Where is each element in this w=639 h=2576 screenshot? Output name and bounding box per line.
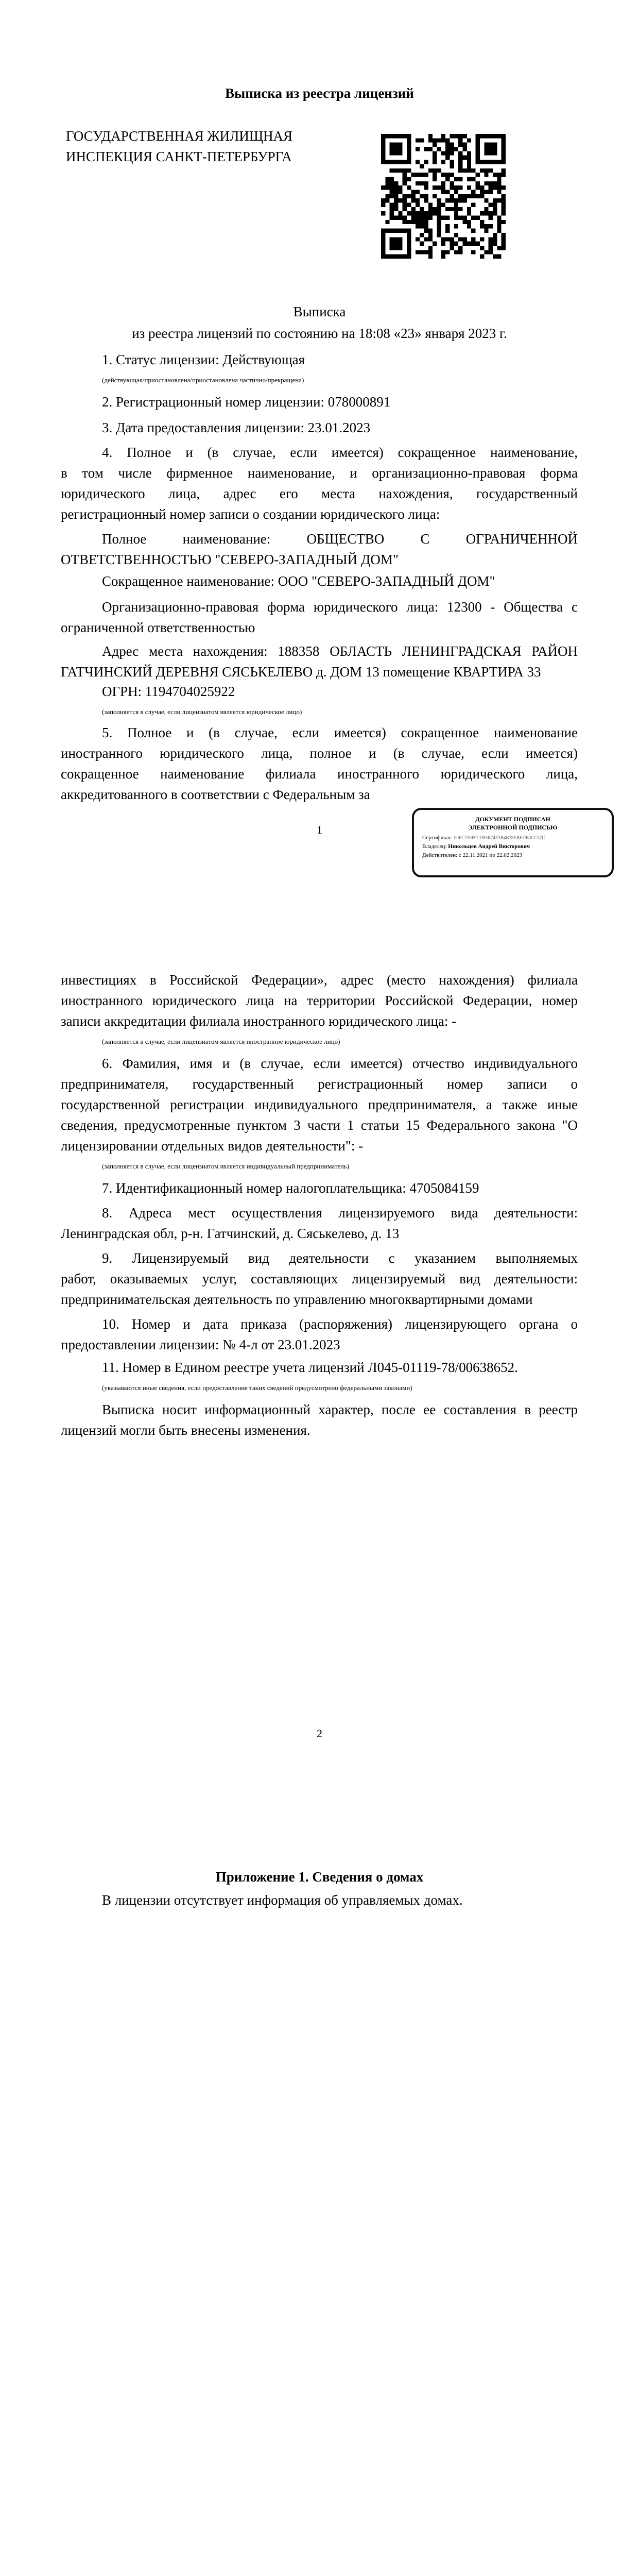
page-3: [0, 1807, 639, 2576]
item-10-line: 10. Номер и дата приказа (распоряжения) лицензирующего органа о: [102, 1316, 578, 1332]
document-header: Выписка из реестра лицензий: [225, 86, 414, 101]
item-5-line: иностранного юридического лица, полное и (в случае, если имеется): [61, 745, 578, 761]
item-6-line: лицензировании отдельных видов деятельности": -: [61, 1138, 364, 1154]
item-6-line: сведения, предусмотренные пунктом 3 части 1 статьи 15 Федерального закона "О: [61, 1117, 578, 1133]
item-11-note: (указываются иные сведения, если предоставление таких сведений предусмотрено федеральными законами): [102, 1384, 412, 1392]
item-4-line: 4. Полное и (в случае, если имеется) сокращенное наименование,: [102, 445, 578, 460]
legal-form-line: ограниченной ответственностью: [61, 620, 255, 635]
item-11-registry-number: 11. Номер в Едином реестре учета лицензий Л045-01119-78/00638652.: [102, 1360, 518, 1375]
legal-form-block: [61, 597, 578, 638]
item-6-line: 6. Фамилия, имя и (в случае, если имеется) отчество индивидуального: [102, 1056, 578, 1071]
full-name-line: ОТВЕТСТВЕННОСТЬЮ "СЕВЕРО-ЗАПАДНЫЙ ДОМ": [61, 552, 399, 567]
item-4-line: юридического лица, адрес его места нахождения, государственный: [61, 486, 578, 501]
qr-code: [381, 134, 506, 259]
item-2-reg-number: 2. Регистрационный номер лицензии: 078000891: [102, 394, 391, 410]
full-name-block: [61, 529, 578, 570]
item-10-line: предоставлении лицензии: № 4-л от 23.01.2023: [61, 1337, 340, 1352]
item-8-line: 8. Адреса мест осуществления лицензируемого вида деятельности:: [102, 1205, 578, 1221]
document-title: Выписка: [293, 304, 346, 319]
item-5-cont-line: иностранного юридического лица на территории Российской Федерации, номер: [61, 993, 578, 1008]
owner-name: Никольцев Андрей Викторович: [448, 843, 530, 850]
ogrn: ОГРН: 1194704025922: [102, 684, 235, 699]
stamp-certificate: [422, 834, 603, 842]
authority-line: ИНСПЕКЦИЯ САНКТ-ПЕТЕРБУРГА: [66, 149, 292, 164]
item-5-continuation: [61, 970, 578, 1031]
document-subtitle: из реестра лицензий по состоянию на 18:08 «23» января 2023 г.: [132, 326, 507, 341]
item-9-line: работ, оказываемых услуг, составляющих лицензируемый вид деятельности:: [61, 1271, 578, 1286]
item-5-note: (заполняется в случае, если лицензиатом является иностранное юридическое лицо): [102, 1038, 340, 1045]
short-name: Сокращенное наименование: ООО "СЕВЕРО-ЗАПАДНЫЙ ДОМ": [102, 573, 495, 589]
item-10-block: [61, 1314, 578, 1355]
full-name-line: Полное наименование: ОБЩЕСТВО С ОГРАНИЧЕННОЙ: [102, 531, 578, 547]
stamp-title: ЭЛЕКТРОННОЙ ПОДПИСЬЮ: [468, 824, 558, 831]
item-8-line: Ленинградская обл, р-н. Гатчинский, д. Сяськелево, д. 13: [61, 1226, 400, 1241]
address-line: ГАТЧИНСКИЙ ДЕРЕВНЯ СЯСЬКЕЛЕВО д. ДОМ 13 помещение КВАРТИРА 33: [61, 664, 541, 680]
cert-label: Сертификат:: [422, 835, 453, 841]
appendix-text: В лицензии отсутствует информация об управляемых домах.: [102, 1892, 463, 1908]
item-1-note: (действующая/приостановлена/приостановлена частично/прекращена): [102, 376, 304, 384]
item-9-line: предпринимательская деятельность по управлению многоквартирными домами: [61, 1292, 533, 1307]
item-1-status: 1. Статус лицензии: Действующая: [102, 352, 305, 367]
item-6-line: предпринимателя, государственный регистрационный номер записи о: [61, 1076, 578, 1092]
issuing-authority: [66, 126, 354, 167]
ogrn-note: (заполняется в случае, если лицензиатом является юридическое лицо): [102, 708, 302, 716]
legal-form-line: Организационно-правовая форма юридического лица: 12300 - Общества с: [102, 599, 578, 615]
final-note-line: лицензий могли быть внесены изменения.: [61, 1422, 310, 1438]
item-7-inn: 7. Идентификационный номер налогоплательщика: 4705084159: [102, 1180, 479, 1196]
e-signature-stamp: [412, 808, 614, 877]
page-number: 1: [317, 823, 322, 836]
page-number: 2: [317, 1727, 322, 1740]
item-4-line: регистрационный номер записи о создании юридического лица:: [61, 506, 440, 522]
item-5-line: 5. Полное и (в случае, если имеется) сокращенное наименование: [102, 725, 578, 740]
item-9-line: 9. Лицензируемый вид деятельности с указанием выполняемых: [102, 1250, 578, 1266]
item-4-block: [61, 442, 578, 524]
item-6-block: [61, 1053, 578, 1156]
final-note-line: Выписка носит информационный характер, после ее составления в реестр: [102, 1402, 578, 1417]
stamp-owner: [422, 842, 603, 851]
final-note-block: [61, 1399, 578, 1440]
stamp-validity: Действителен: с 22.11.2021 по 22.02.2023: [422, 852, 523, 858]
item-5-cont-line: записи аккредитации филиала иностранного юридического лица: -: [61, 1013, 457, 1029]
address-block: [61, 641, 578, 682]
page-2: [0, 904, 639, 1807]
item-6-line: государственной регистрации индивидуального предпринимателя, а также иные: [61, 1097, 578, 1112]
page-1: [0, 0, 639, 904]
item-5-line: аккредитованного в соответствии с Федеральным за: [61, 787, 370, 802]
address-line: Адрес места нахождения: 188358 ОБЛАСТЬ ЛЕНИНГРАДСКАЯ РАЙОН: [102, 643, 578, 659]
stamp-title: ДОКУМЕНТ ПОДПИСАН: [475, 816, 550, 823]
item-6-note: (заполняется в случае, если лицензиатом является индивидуальный предприниматель): [102, 1162, 350, 1170]
owner-label: Владелец:: [422, 843, 447, 850]
item-4-line: в том числе фирменное наименование, и организационно-правовая форма: [61, 465, 578, 481]
cert-number: 00EC730F9CD85B74E3B4B78EBEDB2CC57C: [454, 835, 545, 840]
item-5-line: сокращенное наименование филиала иностранного юридического лица,: [61, 766, 578, 782]
item-9-block: [61, 1248, 578, 1310]
item-8-block: [61, 1202, 578, 1244]
appendix-heading: Приложение 1. Сведения о домах: [215, 1869, 424, 1885]
authority-line: ГОСУДАРСТВЕННАЯ ЖИЛИЩНАЯ: [66, 128, 293, 144]
item-3-date: 3. Дата предоставления лицензии: 23.01.2023: [102, 420, 371, 435]
item-5-cont-line: инвестициях в Российской Федерации», адрес (место нахождения) филиала: [61, 972, 578, 988]
item-5-block: [61, 722, 578, 805]
